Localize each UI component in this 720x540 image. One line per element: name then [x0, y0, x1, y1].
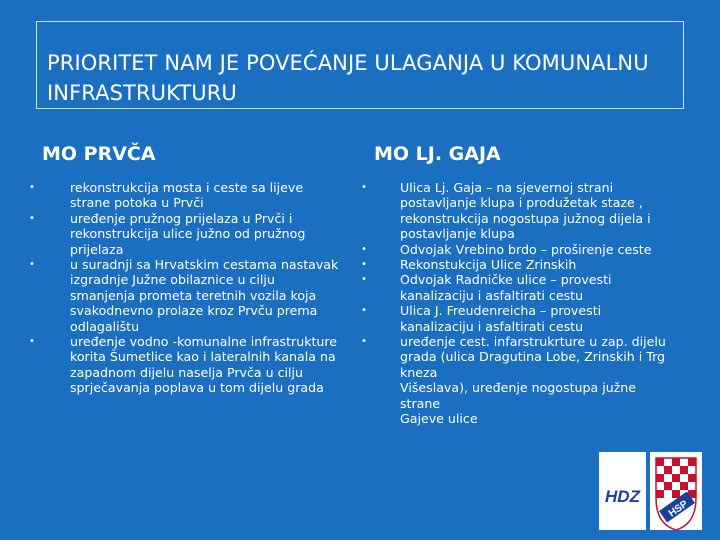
- list-item-text: Rekonstukcija Ulice Zrinskih: [400, 257, 577, 273]
- list-item-text: Odvojak Vrebino brdo – proširenje ceste: [400, 241, 652, 257]
- list-item: [361, 180, 674, 242]
- column-heading: MO PRVČA: [42, 143, 156, 165]
- list-item: [361, 272, 674, 303]
- title-box: [36, 21, 684, 109]
- hsp-logo-graphic: [650, 452, 702, 530]
- bullet-icon: •: [361, 182, 367, 193]
- list-item-text: Ulica Lj. Gaja – na sjevernoj strani postavljanje klupa i produžetak staze , rekonstrukcija nogostupa južnog dijela i postavljanje klupa: [400, 180, 651, 242]
- list-item-text: uređenje vodno -komunalne infrastrukture korita Šumetlice kao i lateralnih kanala na zapadnom dijelu naselja Prvča u cilju sprječavanja poplava u tom dijelu grada: [70, 334, 338, 396]
- bullet-icon: •: [29, 259, 35, 271]
- continuation-line: Gajeve ulice: [400, 411, 478, 427]
- list-item: [29, 210, 342, 257]
- list-item-text: u suradnji sa Hrvatskim cestama nastavak izgradnje Južne obilaznice u cilju smanjenja prometa teretnih vozila koja svakodnevno prolaze kroz Prvču prema odlagalištu: [70, 257, 339, 334]
- list-item: [29, 334, 342, 396]
- bullet-icon: •: [361, 305, 367, 317]
- list-item: [361, 241, 674, 257]
- hsp-logo: [650, 452, 702, 530]
- column-mo-lj-gaja: [361, 142, 674, 427]
- bullet-list: [361, 180, 674, 380]
- hsp-logo-text: HSP: [666, 498, 691, 520]
- list-item-text: uređenje cest. infarstrukrture u zap. dijelu grada (ulica Dragutina Lobe, Zrinskih i Trg kneza: [400, 334, 666, 380]
- bullet-icon: •: [29, 336, 35, 348]
- list-item: [29, 257, 342, 334]
- bullet-icon: •: [361, 259, 367, 271]
- list-item: [361, 257, 674, 273]
- bullet-icon: •: [29, 212, 35, 224]
- list-item: [29, 180, 342, 211]
- list-item-text: Ulica J. Freudenreicha – provesti kanalizaciju i asfaltirati cestu: [400, 303, 602, 334]
- list-item: [361, 334, 674, 380]
- column-mo-prvca: [29, 142, 342, 396]
- continuation-line: Višeslava), uređenje nogostupa južne strane: [400, 380, 637, 411]
- bullet-list: [29, 180, 342, 396]
- list-item-text: rekonstrukcija mosta i ceste sa lijeve strane potoka u Prvči: [70, 180, 304, 211]
- hdz-logo: [599, 452, 646, 530]
- list-item: [361, 303, 674, 334]
- bullet-icon: •: [361, 243, 367, 255]
- list-item-text: uređenje pružnog prijelaza u Prvči i rekonstrukcija ulice južno od pružnog prijelaza: [70, 210, 306, 257]
- bullet-icon: •: [361, 274, 367, 286]
- hdz-logo-graphic: [599, 452, 646, 530]
- page-title: PRIORITET NAM JE POVEĆANJE ULAGANJA U KOMUNALNU INFRASTRUKTURU: [47, 51, 649, 105]
- bullet-icon: •: [361, 336, 367, 348]
- list-item-text: Odvojak Radničke ulice – provesti kanalizaciju i asfaltirati cestu: [400, 272, 612, 303]
- column-heading: MO LJ. GAJA: [374, 143, 501, 165]
- hdz-logo-text: HDZ: [605, 487, 640, 506]
- bullet-icon: •: [29, 182, 35, 193]
